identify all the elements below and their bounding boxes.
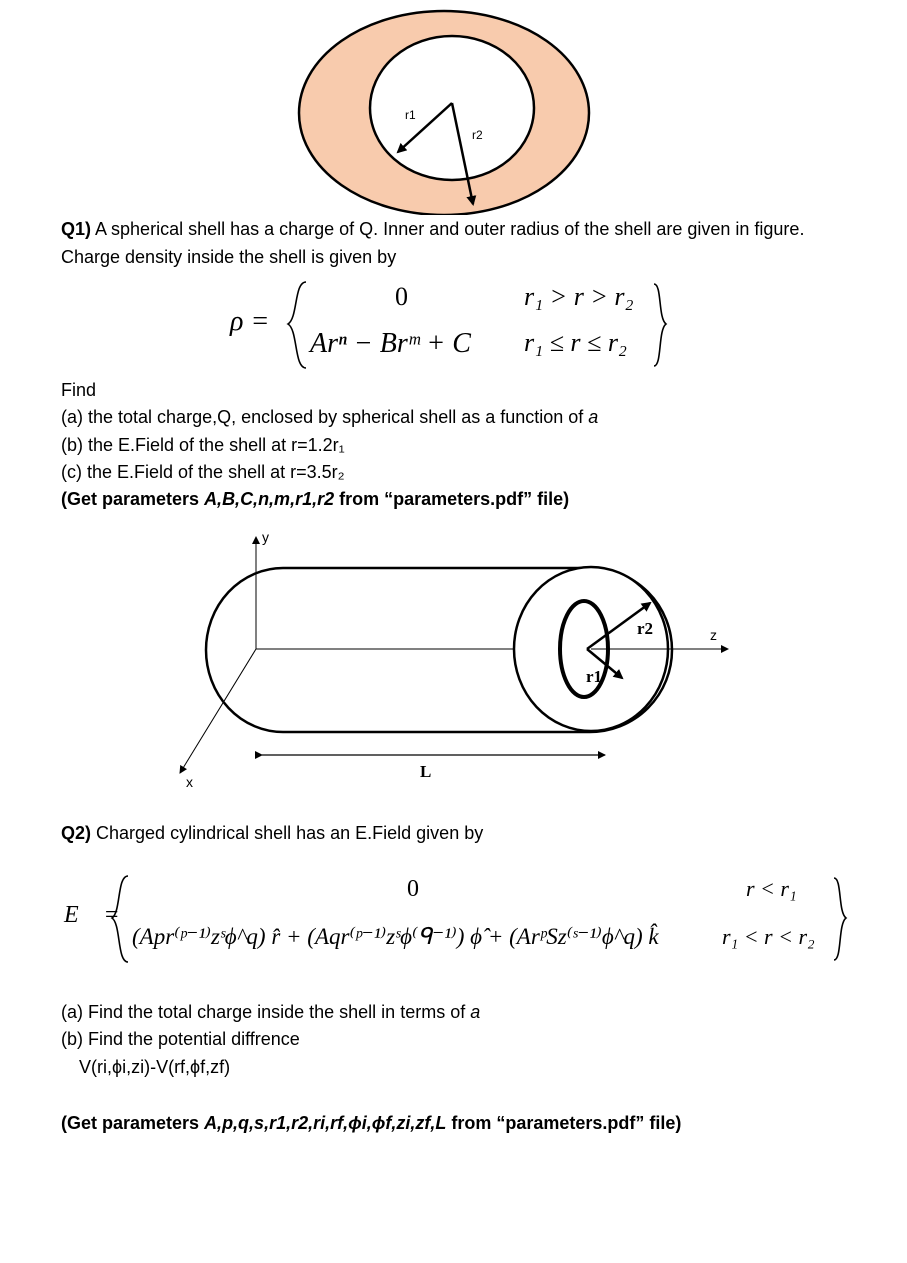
q1-part-a-text: (a) the total charge,Q, enclosed by spherical shell as a function of (61, 407, 589, 427)
label-L: L (420, 762, 432, 781)
q2-params-prefix: (Get parameters (61, 1113, 205, 1133)
q1-eq-lhs: ρ = (230, 306, 270, 337)
q1-statement-line2: Charge density inside the shell is given by (61, 247, 397, 267)
q1-case1-value: 0 (395, 282, 408, 311)
q1-right-brace (650, 278, 670, 373)
label-r1: r1 (586, 667, 603, 686)
q2-params-suffix: from “parameters.pdf” file) (446, 1113, 682, 1133)
q1-case1-condition: r₁ > r > r₂ (524, 282, 634, 311)
q2-part-b-expression: V(ri,ϕi,zi)-V(rf,ϕf,zf) (79, 1057, 231, 1077)
q1-case2-value: Arⁿ − Brᵐ + C (310, 328, 471, 359)
q1-part-b: (b) the E.Field of the shell at r=1.2r₁ (61, 435, 345, 455)
q1-number: Q1) (61, 219, 92, 239)
q2-case1-value: 0 (407, 876, 419, 902)
axis-y-label: y (262, 529, 269, 545)
label-r2: r2 (472, 128, 483, 142)
label-r1: r1 (405, 108, 416, 122)
q1-part-c: (c) the E.Field of the shell at r=3.5r₂ (61, 462, 345, 482)
q1-part-a (61, 404, 598, 431)
q2-part-a-text: (a) Find the total charge inside the shell in terms of (61, 1002, 471, 1022)
q2-parameters-note (61, 1110, 681, 1137)
q1-params-suffix: from “parameters.pdf” file) (334, 489, 570, 509)
q2-part-a-var: a (470, 1002, 481, 1022)
q2-right-brace (830, 872, 850, 967)
q1-parameters-note (61, 486, 569, 513)
q1-statement-line1 (61, 216, 804, 243)
q1-left-brace (282, 278, 312, 373)
q2-equation (62, 872, 852, 967)
q1-line1: A spherical shell has a charge of Q. Inner and outer radius of the shell are given in figure. (91, 219, 805, 239)
q2-params-list: A,p,q,s,r1,r2,ri,rf,ϕi,ϕf,zi,zf,L (204, 1113, 447, 1133)
axis-x-label: x (186, 774, 193, 790)
cylindrical-shell-figure (0, 525, 907, 795)
label-r2: r2 (637, 619, 654, 638)
q2-part-a (61, 999, 480, 1026)
q1-equation (230, 278, 670, 373)
q2-case2-value: (Apr⁽ᵖ⁻¹⁾zˢϕ^q) r̂ + (Aqr⁽ᵖ⁻¹⁾zˢϕ⁽ᑫ⁻¹⁾) ϕ̂ + (ArᵖSz⁽ˢ⁻¹⁾ϕ^q) k̂ (132, 924, 659, 949)
q1-case2-condition: r₁ ≤ r ≤ r₂ (524, 328, 627, 357)
q2-line1: Charged cylindrical shell has an E.Field given by (91, 823, 484, 843)
q2-statement (61, 820, 483, 847)
q2-number: Q2) (61, 823, 92, 843)
q2-case1-condition: r < r₁ (746, 876, 797, 901)
spherical-shell-figure (0, 0, 907, 215)
q2-part-b: (b) Find the potential diffrence (61, 1029, 300, 1049)
x-axis (180, 649, 256, 773)
q1-part-a-var: a (588, 407, 599, 427)
q2-eq-lhs: E⃗ = (64, 902, 120, 928)
q1-params-prefix: (Get parameters (61, 489, 205, 509)
q2-left-brace (106, 872, 134, 967)
axis-z-label: z (710, 627, 717, 643)
q2-case2-condition: r₁ < r < r₂ (722, 924, 815, 949)
q1-params-list: A,B,C,n,m,r1,r2 (204, 489, 335, 509)
q1-find: Find (61, 380, 97, 400)
